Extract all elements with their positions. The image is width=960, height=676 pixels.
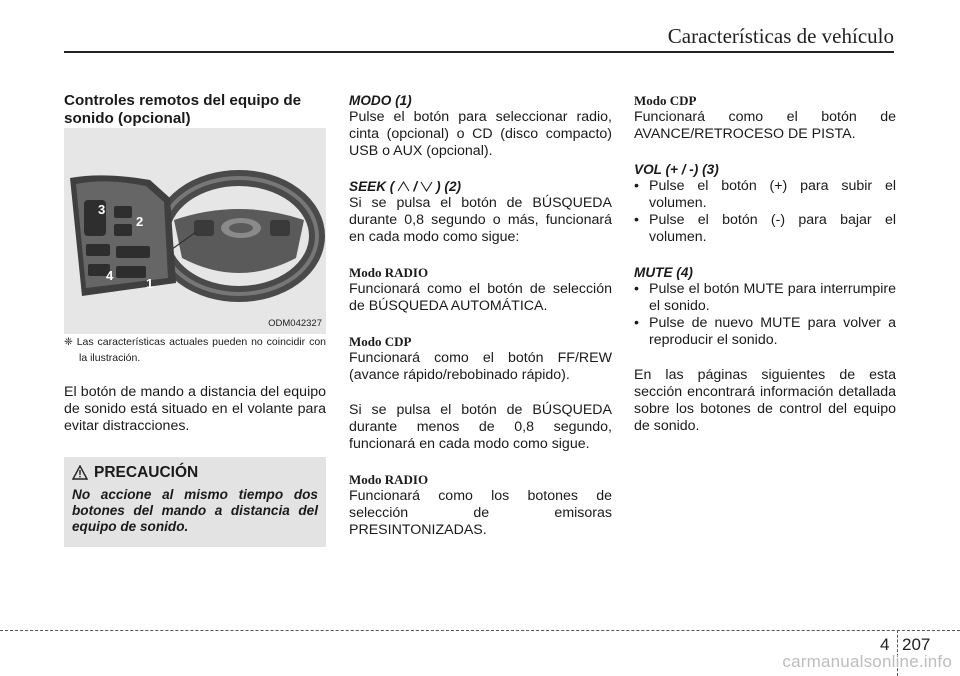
- seek-heading-slash: /: [413, 179, 418, 194]
- column-right: [634, 92, 896, 435]
- closing-paragraph: En las páginas siguientes de esta sección encontrará información detallada sobre los botones de control del equipo de sonido.: [634, 367, 896, 434]
- modo-heading: MODO (1): [349, 93, 412, 108]
- chevron-up-icon: [397, 181, 410, 192]
- mute-heading: MUTE (4): [634, 265, 693, 280]
- radio-mode-text: Funcionará como el botón de selección de BÚSQUEDA AUTOMÁTICA.: [349, 281, 612, 314]
- cdp-mode-text: Funcionará como el botón FF/REW (avance rápido/rebobinado rápido).: [349, 350, 612, 383]
- page-number: 207: [902, 635, 931, 654]
- steering-wheel-illustration: [64, 128, 326, 334]
- vol-list: [634, 178, 896, 246]
- list-item: • Pulse el botón (-) para bajar el volumen.: [634, 212, 896, 246]
- seek-heading-suffix: ) (2): [436, 179, 462, 194]
- seek-heading: [349, 178, 612, 195]
- mute-list: [634, 281, 896, 349]
- cdp-track-heading: Modo CDP: [634, 93, 697, 108]
- list-item: • Pulse el botón (+) para subir el volumen.: [634, 178, 896, 212]
- radio-mode-heading-2: Modo RADIO: [349, 472, 429, 487]
- section-heading: Controles remotos del equipo de sonido (opcional): [64, 92, 302, 127]
- cdp-mode-heading: Modo CDP: [349, 334, 412, 349]
- steering-wheel-figure: [64, 128, 326, 334]
- callout-2: 2: [136, 214, 144, 229]
- caution-title: PRECAUCIÓN: [94, 464, 199, 481]
- callout-1: 1: [146, 276, 154, 291]
- vol-heading: VOL (+ / -) (3): [634, 162, 719, 177]
- seek-short-text: Si se pulsa el botón de BÚSQUEDA durante menos de 0,8 segundo, funcionará en cada modo como sigue.: [349, 402, 612, 452]
- intro-paragraph: El botón de mando a distancia del equipo de sonido está situado en el volante para evitar distracciones.: [64, 384, 326, 434]
- seek-text: Si se pulsa el botón de BÚSQUEDA durante 0,8 segundo o más, funcionará en cada modo como sigue:: [349, 195, 612, 245]
- callout-3: 3: [98, 202, 106, 217]
- list-item: • Pulse el botón MUTE para interrumpire el sonido.: [634, 281, 896, 315]
- modo-text: Pulse el botón para seleccionar radio, cinta (opcional) o CD (disco compacto) USB o AUX (opcional).: [349, 109, 612, 159]
- watermark-text: carmanualsonline.info: [782, 652, 952, 671]
- cdp-track-text: Funcionará como el botón de AVANCE/RETROCESO DE PISTA.: [634, 109, 896, 142]
- seek-heading-prefix: SEEK (: [349, 179, 395, 194]
- radio-mode-heading: Modo RADIO: [349, 265, 429, 280]
- footer-rule: [0, 630, 960, 631]
- callout-4: 4: [106, 268, 114, 283]
- column-left: [64, 92, 326, 547]
- illustration-note: ❈ Las características actuales pueden no coincidir con la ilustración.: [64, 336, 326, 364]
- warning-triangle-icon: [72, 465, 88, 480]
- caution-box: [64, 457, 326, 547]
- chapter-number: 4: [880, 635, 890, 654]
- figure-code: ODM042327: [268, 318, 322, 329]
- radio-mode-text-2: Funcionará como los botones de selección de emisoras PRESINTONIZADAS.: [349, 488, 612, 538]
- header-rule: [64, 51, 894, 53]
- caution-body: No accione al mismo tiempo dos botones del mando a distancia del equipo de sonido.: [72, 487, 318, 534]
- page-header-title: Características de vehículo: [667, 24, 894, 48]
- list-item: • Pulse de nuevo MUTE para volver a reproducir el sonido.: [634, 315, 896, 349]
- chevron-down-icon: [420, 181, 433, 192]
- column-middle: [349, 92, 612, 539]
